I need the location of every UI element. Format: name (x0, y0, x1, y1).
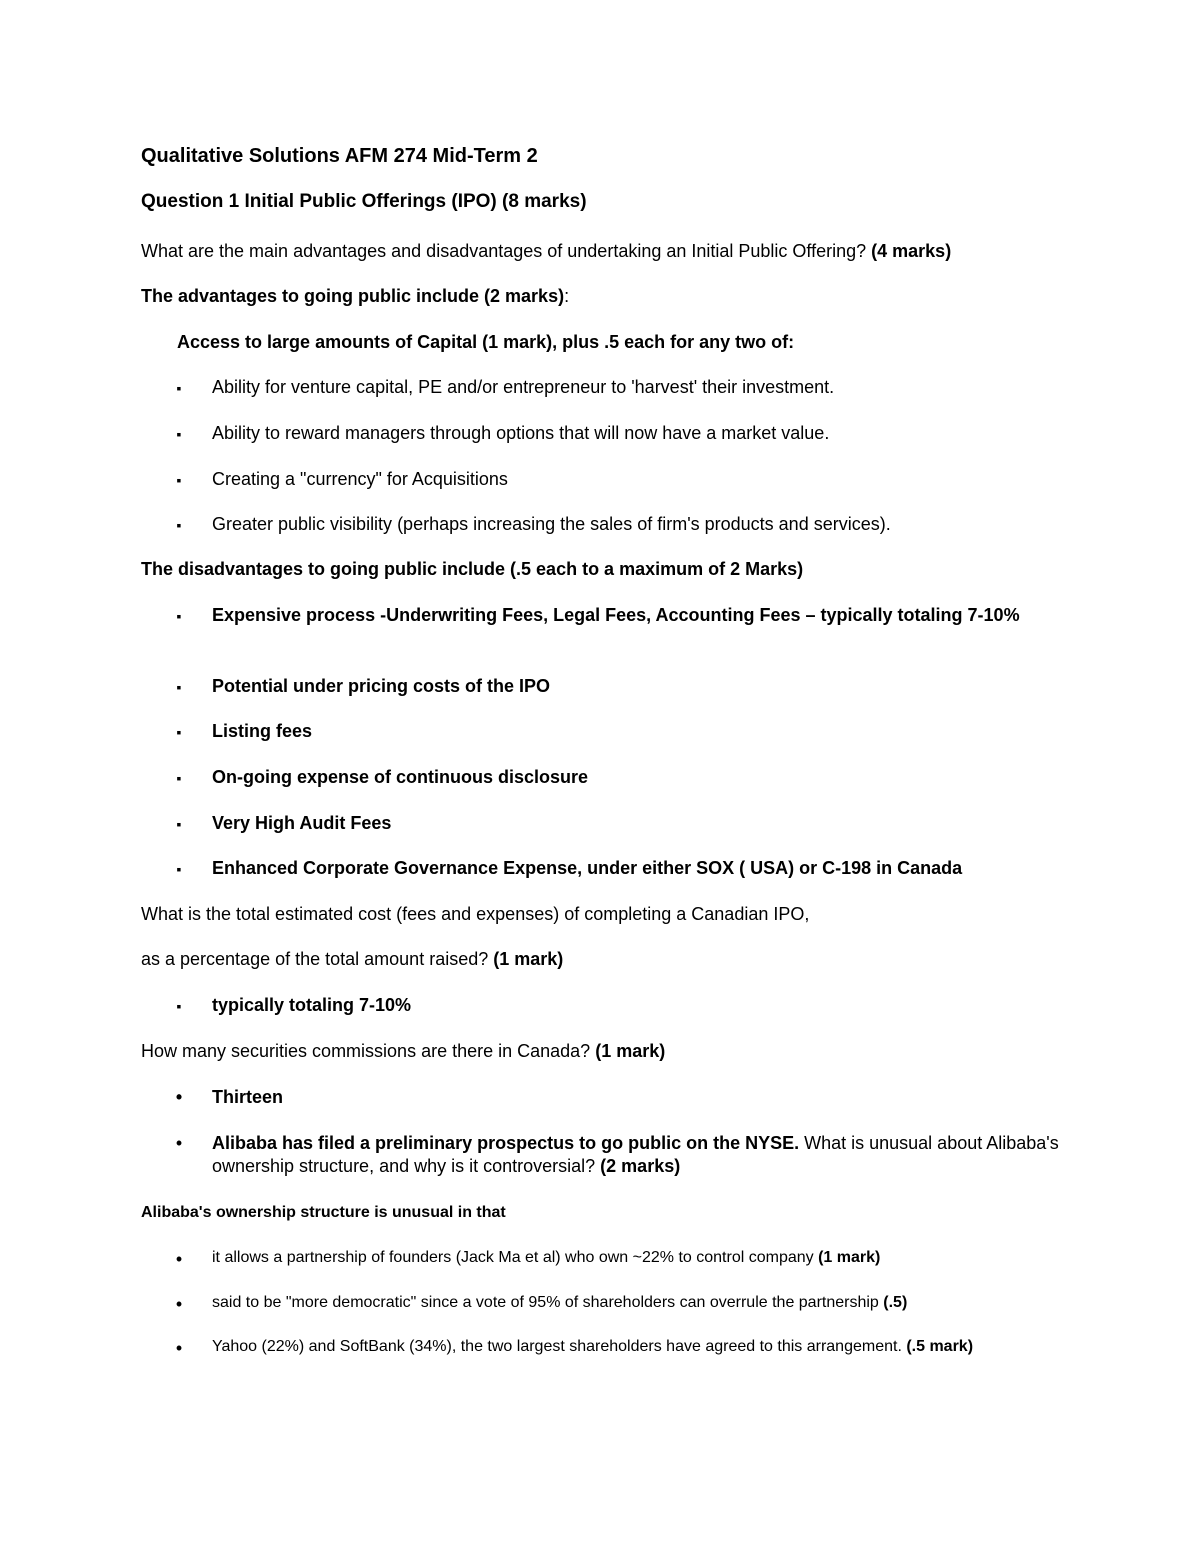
alibaba-item-marks: (.5) (883, 1294, 908, 1311)
cost-answer-item (172, 994, 1072, 1017)
advantages-heading-colon: : (564, 286, 570, 306)
commissions-answer-item (172, 1086, 1072, 1109)
document-title: Qualitative Solutions AFM 274 Mid-Term 2 (141, 145, 538, 167)
advantages-heading (141, 285, 569, 308)
advantages-heading-text: The advantages to going public include (2 marks) (141, 286, 565, 306)
alibaba-structure-item (172, 1248, 1072, 1269)
cost-question-text: as a percentage of the total amount raised? (141, 949, 494, 969)
alibaba-item-text: Yahoo (22%) and SoftBank (34%), the two largest shareholders have agreed to this arrangement. (212, 1338, 907, 1355)
advantage-item (172, 468, 1072, 491)
advantages-subheading: Access to large amounts of Capital (1 mark), plus .5 each for any two of: (177, 332, 795, 352)
disadvantage-item (172, 812, 1072, 835)
advantage-item-text: Creating a "currency" for Acquisitions (212, 469, 508, 489)
advantage-item-text: Ability for venture capital, PE and/or entrepreneur to 'harvest' their investment. (212, 377, 835, 397)
advantage-item (172, 513, 1072, 536)
commissions-question-text: How many securities commissions are there in Canada? (141, 1041, 596, 1061)
alibaba-item-text: it allows a partnership of founders (Jack Ma et al) who own ~22% to control company (212, 1249, 819, 1266)
alibaba-structure-text (212, 1248, 1072, 1269)
square-bullet-icon: ▪ (176, 770, 182, 786)
alibaba-structure-heading: Alibaba's ownership structure is unusual in that (141, 1204, 506, 1221)
disadvantage-item (172, 604, 1062, 627)
round-bullet-icon: • (175, 1133, 183, 1153)
disadvantage-item-text: Listing fees (212, 721, 313, 741)
cost-question-marks: (1 mark) (493, 949, 564, 969)
square-bullet-icon: ▪ (176, 998, 182, 1014)
main-question-marks: (4 marks) (871, 241, 952, 261)
round-bullet-icon: • (175, 1338, 183, 1358)
commissions-question (141, 1040, 665, 1063)
disadvantage-item-text: Very High Audit Fees (212, 813, 392, 833)
alibaba-structure-text (212, 1293, 1072, 1314)
square-bullet-icon: ▪ (176, 472, 182, 488)
square-bullet-icon: ▪ (176, 380, 182, 396)
alibaba-structure-item (172, 1337, 1072, 1358)
disadvantage-item (172, 857, 1072, 880)
main-question (141, 240, 951, 263)
alibaba-item-marks: (.5 mark) (906, 1338, 974, 1355)
cost-question-line-1: What is the total estimated cost (fees and expenses) of completing a Canadian IPO, (141, 904, 810, 924)
square-bullet-icon: ▪ (176, 608, 182, 624)
alibaba-question-text (212, 1132, 1062, 1179)
alibaba-item-marks: (1 mark) (818, 1249, 881, 1266)
disadvantage-item (172, 766, 1072, 789)
disadvantage-item-text: Expensive process -Underwriting Fees, Legal Fees, Accounting Fees – typically totaling 7-10% (212, 605, 1020, 625)
cost-question-line-2 (141, 948, 563, 971)
question-1-heading: Question 1 Initial Public Offerings (IPO) (8 marks) (141, 191, 587, 212)
advantage-item-text: Ability to reward managers through options that will now have a market value. (212, 423, 830, 443)
alibaba-intro: Alibaba has filed a preliminary prospectus to go public on the NYSE. (212, 1133, 800, 1153)
alibaba-structure-item (172, 1293, 1072, 1314)
commissions-question-marks: (1 mark) (595, 1041, 666, 1061)
disadvantage-item-text: On-going expense of continuous disclosure (212, 767, 589, 787)
advantage-item-text: Greater public visibility (perhaps increasing the sales of firm's products and services). (212, 514, 891, 534)
square-bullet-icon: ▪ (176, 816, 182, 832)
round-bullet-icon: • (175, 1087, 183, 1107)
main-question-text: What are the main advantages and disadvantages of undertaking an Initial Public Offering? (141, 241, 872, 261)
square-bullet-icon: ▪ (176, 724, 182, 740)
round-bullet-icon: • (175, 1249, 183, 1269)
commissions-answer-text: Thirteen (212, 1087, 284, 1107)
disadvantage-item-text: Enhanced Corporate Governance Expense, under either SOX ( USA) or C-198 in Canada (212, 858, 963, 878)
disadvantages-heading: The disadvantages to going public include (.5 each to a maximum of 2 Marks) (141, 559, 804, 579)
alibaba-item-text: said to be "more democratic" since a vote of 95% of shareholders can overrule the partnership (212, 1294, 884, 1311)
alibaba-question: What is unusual about Alibaba's ownership structure, and why is it controversial? (212, 1133, 1059, 1177)
cost-answer-text: typically totaling 7-10% (212, 995, 412, 1015)
advantage-item (172, 422, 1072, 445)
alibaba-structure-text (212, 1337, 1072, 1358)
round-bullet-icon: • (175, 1294, 183, 1314)
disadvantage-item-text: Potential under pricing costs of the IPO (212, 676, 551, 696)
advantage-item (172, 376, 1072, 399)
square-bullet-icon: ▪ (176, 426, 182, 442)
square-bullet-icon: ▪ (176, 679, 182, 695)
disadvantage-item (172, 675, 1072, 698)
alibaba-question-marks: (2 marks) (600, 1156, 681, 1177)
disadvantage-item (172, 720, 1072, 743)
alibaba-question-item (172, 1132, 1072, 1179)
square-bullet-icon: ▪ (176, 861, 182, 877)
square-bullet-icon: ▪ (176, 517, 182, 533)
